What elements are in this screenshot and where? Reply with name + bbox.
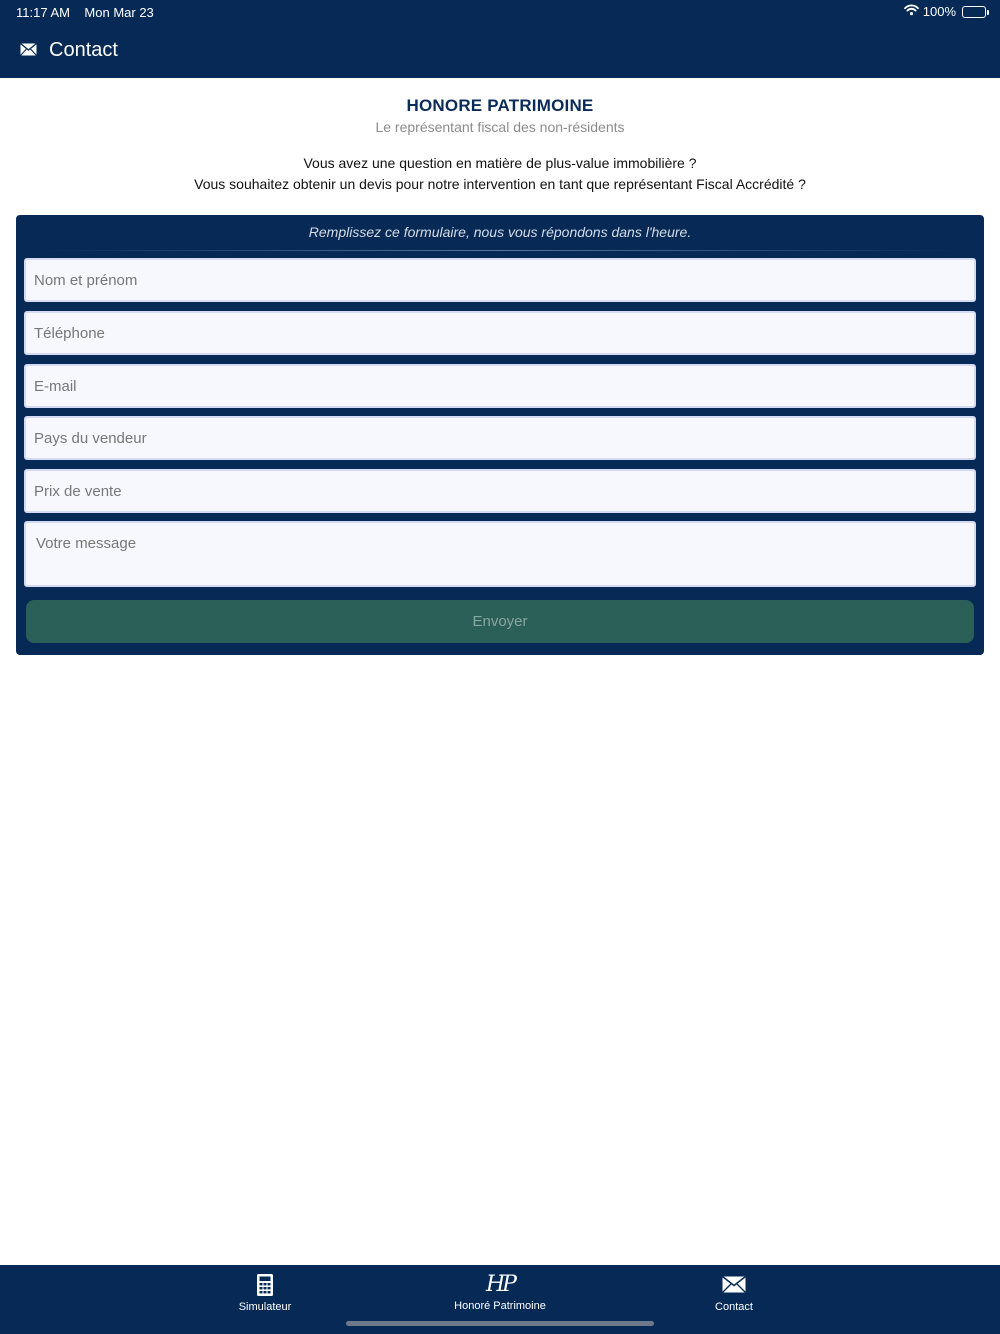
- phone-field[interactable]: [24, 311, 976, 355]
- wifi-icon: [904, 4, 919, 19]
- calculator-icon: [256, 1273, 274, 1300]
- status-date: Mon Mar 23: [84, 5, 154, 20]
- envelope-icon: [20, 39, 37, 62]
- tab-label-honore-patrimoine: Honoré Patrimoine: [454, 1300, 546, 1312]
- intro-line-1: Vous avez une question en matière de plus-value immobilière ?: [303, 155, 697, 171]
- send-button[interactable]: Envoyer: [26, 600, 974, 643]
- email-field[interactable]: [24, 364, 976, 408]
- form-divider: [40, 250, 960, 251]
- battery-percent: 100%: [922, 4, 956, 19]
- name-field[interactable]: [24, 258, 976, 302]
- brand-subtitle: Le représentant fiscal des non-résidents: [375, 119, 625, 135]
- form-hint: Remplissez ce formulaire, nous vous répondons dans l'heure.: [308, 224, 692, 240]
- nav-header: [20, 39, 118, 62]
- battery-icon: [962, 6, 986, 18]
- envelope-icon: [722, 1276, 746, 1296]
- intro-text: [0, 153, 1000, 195]
- brand-title: HONORE PATRIMOINE: [406, 96, 594, 115]
- tab-label-simulateur: Simulateur: [238, 1301, 292, 1313]
- home-indicator[interactable]: [346, 1321, 654, 1326]
- status-bar-time: [16, 5, 154, 20]
- hp-logo-icon: HP: [486, 1272, 514, 1297]
- tab-honore-patrimoine[interactable]: [420, 1272, 580, 1312]
- page-title: Contact: [49, 39, 118, 61]
- sale-price-field[interactable]: [24, 469, 976, 513]
- tab-simulateur[interactable]: [185, 1273, 345, 1313]
- intro-section: [0, 96, 1000, 195]
- seller-country-field[interactable]: [24, 416, 976, 460]
- contact-form: [16, 215, 984, 655]
- status-bar-right: [904, 4, 986, 19]
- tab-label-contact: Contact: [715, 1301, 753, 1313]
- top-bar: [0, 0, 1000, 78]
- status-time: 11:17 AM: [16, 5, 70, 20]
- intro-line-2: Vous souhaitez obtenir un devis pour notre intervention en tant que représentant Fiscal Accrédité ?: [194, 176, 806, 192]
- message-field[interactable]: [24, 521, 976, 587]
- tab-contact[interactable]: [654, 1273, 814, 1313]
